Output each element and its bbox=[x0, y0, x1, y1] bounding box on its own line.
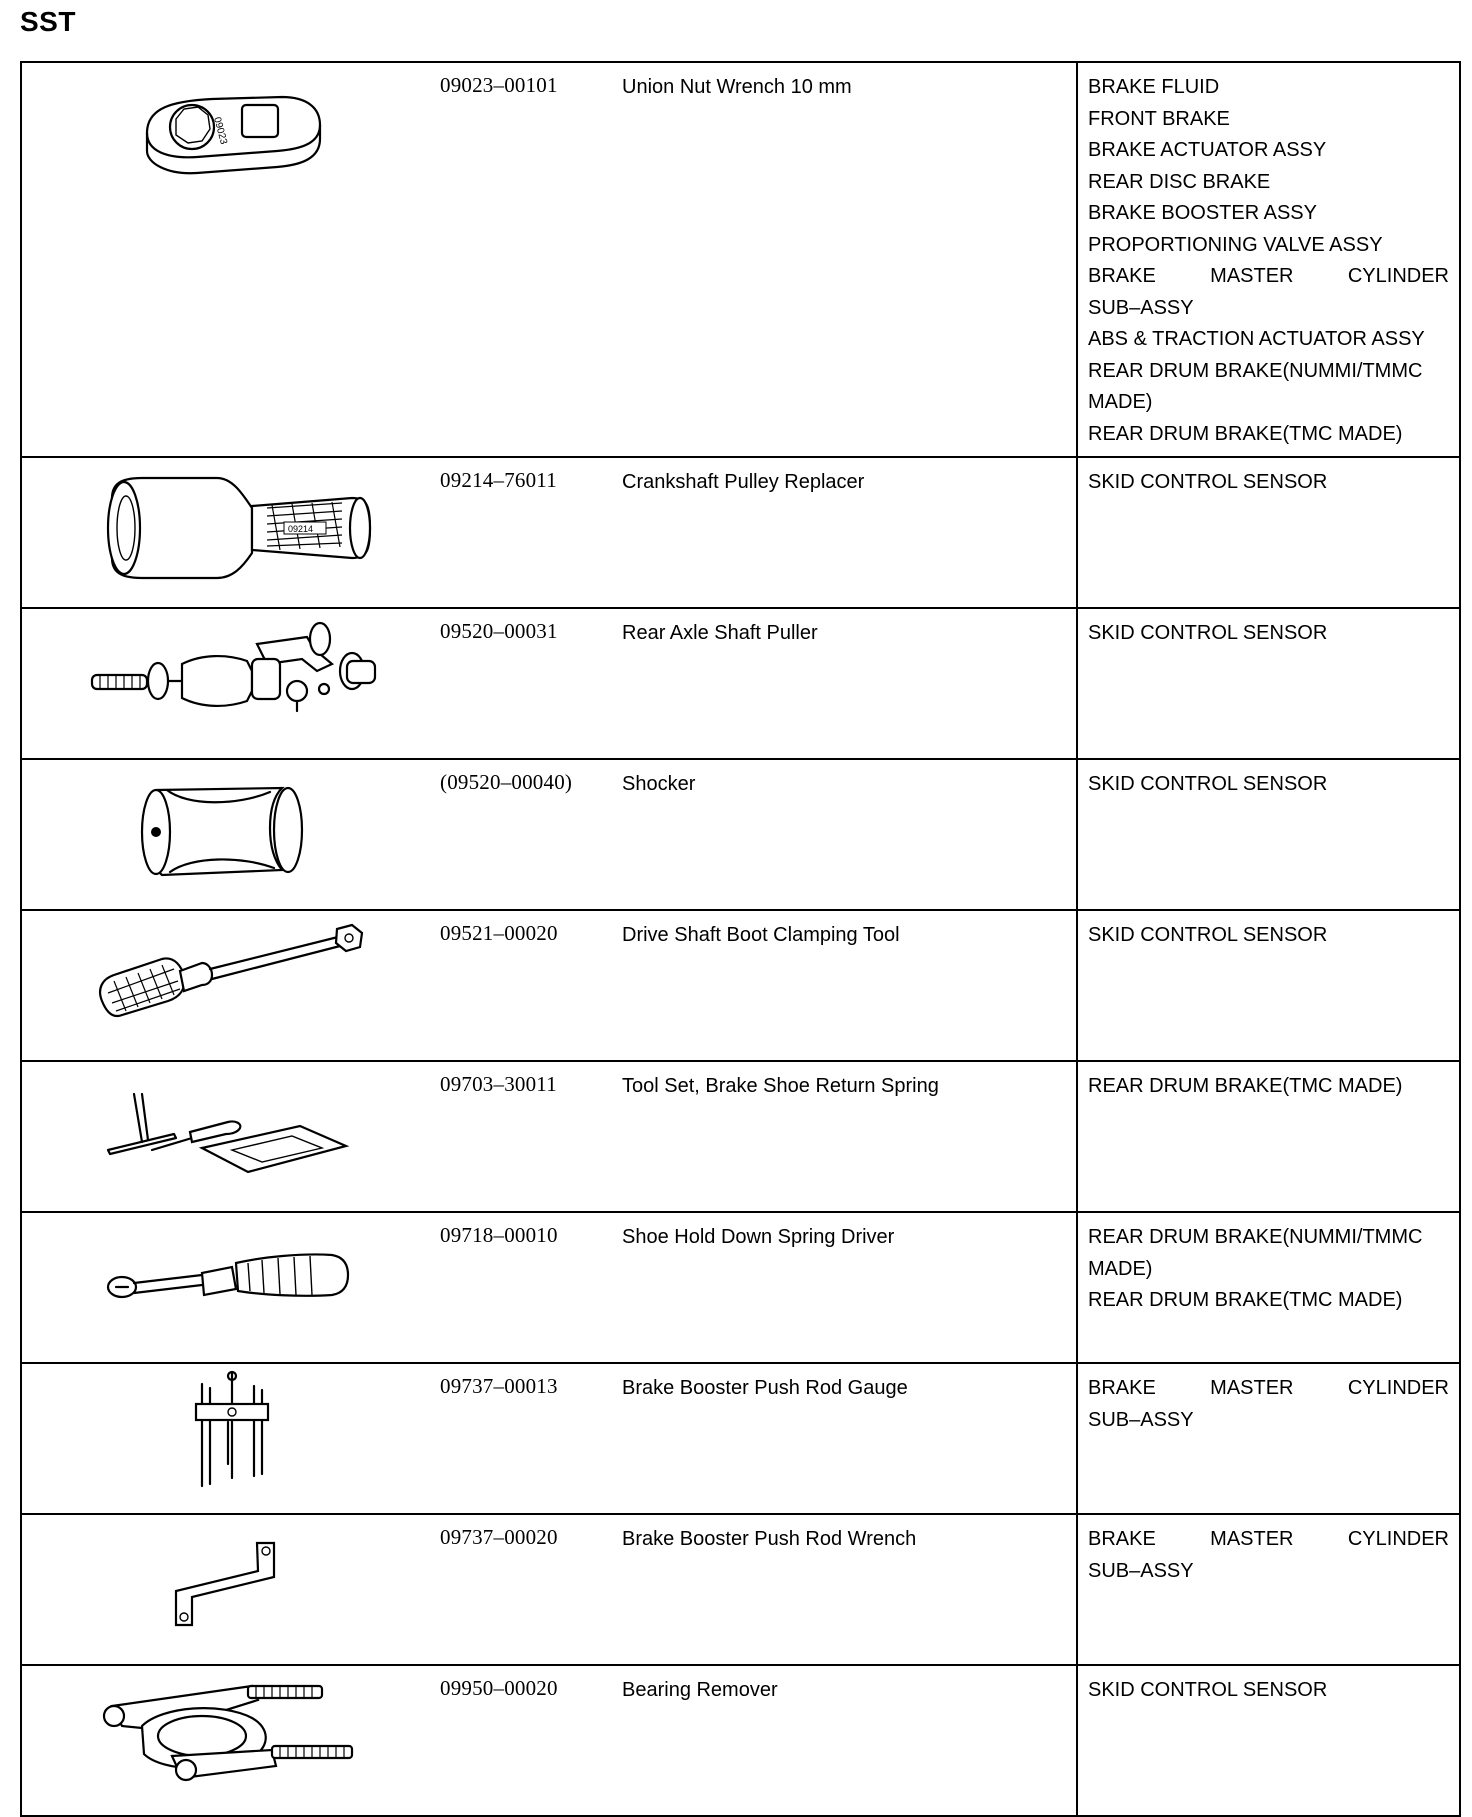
shocker-icon bbox=[52, 760, 422, 909]
use-cell bbox=[1077, 910, 1460, 1061]
use-item: SKID CONTROL SENSOR bbox=[1088, 471, 1328, 493]
use-item: SKID CONTROL SENSOR bbox=[1088, 622, 1328, 644]
part-number: 09950–00020 bbox=[440, 1676, 558, 1700]
table-row bbox=[21, 1363, 1460, 1514]
crankshaft-pulley-replacer-icon bbox=[52, 458, 422, 607]
use-cell bbox=[1077, 759, 1460, 910]
use-item: SKID CONTROL SENSOR bbox=[1088, 1679, 1328, 1701]
use-item: REAR DRUM BRAKE(TMC MADE) bbox=[1088, 422, 1403, 445]
use-cell bbox=[1077, 457, 1460, 608]
use-item: FRONT BRAKE bbox=[1088, 107, 1230, 130]
use-item: SUB–ASSY bbox=[1088, 1559, 1194, 1582]
part-number: 09521–00020 bbox=[440, 921, 558, 945]
use-cell bbox=[1077, 608, 1460, 759]
part-name: Brake Booster Push Rod Gauge bbox=[622, 1377, 908, 1399]
brake-booster-push-rod-gauge-icon bbox=[52, 1364, 422, 1513]
part-number: 09737–00020 bbox=[440, 1525, 558, 1549]
table-row bbox=[21, 759, 1460, 910]
table-row bbox=[21, 1061, 1460, 1212]
part-number: 09737–00013 bbox=[440, 1374, 558, 1398]
use-item: SUB–ASSY bbox=[1088, 1408, 1194, 1431]
use-item: SKID CONTROL SENSOR bbox=[1088, 924, 1328, 946]
part-name: Tool Set, Brake Shoe Return Spring bbox=[622, 1075, 939, 1097]
table-row bbox=[21, 62, 1460, 457]
use-item: BRAKE MASTER CYLINDER bbox=[1088, 1377, 1449, 1399]
part-number: 09703–30011 bbox=[440, 1072, 557, 1096]
use-cell bbox=[1077, 62, 1460, 457]
use-cell bbox=[1077, 1363, 1460, 1514]
part-number: 09718–00010 bbox=[440, 1223, 558, 1247]
table-row bbox=[21, 910, 1460, 1061]
use-item: REAR DRUM BRAKE(NUMMI/TMMC bbox=[1088, 1226, 1423, 1248]
use-item: SUB–ASSY bbox=[1088, 296, 1194, 319]
use-cell bbox=[1077, 1514, 1460, 1665]
part-name: Drive Shaft Boot Clamping Tool bbox=[622, 924, 900, 946]
table-row bbox=[21, 1212, 1460, 1363]
part-number: 09023–00101 bbox=[440, 73, 558, 97]
page-title: SST bbox=[20, 6, 76, 37]
use-item: REAR DISC BRAKE bbox=[1088, 170, 1271, 193]
use-item: SKID CONTROL SENSOR bbox=[1088, 773, 1328, 795]
use-item: REAR DRUM BRAKE(TMC MADE) bbox=[1088, 1289, 1403, 1311]
table-row bbox=[21, 1665, 1460, 1816]
part-name: Crankshaft Pulley Replacer bbox=[622, 471, 865, 493]
svg-text:09023: 09023 bbox=[211, 115, 229, 146]
sst-table bbox=[20, 61, 1461, 1817]
part-name: Shoe Hold Down Spring Driver bbox=[622, 1226, 895, 1248]
use-item: BRAKE BOOSTER ASSY bbox=[1088, 202, 1317, 224]
brake-booster-push-rod-wrench-icon bbox=[52, 1515, 422, 1664]
bearing-remover-icon bbox=[52, 1666, 422, 1815]
use-item: MADE) bbox=[1088, 391, 1153, 413]
brake-shoe-return-spring-tool-set-icon bbox=[52, 1062, 422, 1211]
union-nut-wrench-icon bbox=[52, 63, 422, 456]
shoe-hold-down-spring-driver-icon bbox=[52, 1213, 422, 1362]
part-name: Bearing Remover bbox=[622, 1679, 778, 1701]
svg-text:09214: 09214 bbox=[288, 524, 314, 534]
use-item: BRAKE MASTER CYLINDER bbox=[1088, 265, 1449, 287]
part-number: (09520–00040) bbox=[440, 770, 573, 794]
use-item: REAR DRUM BRAKE(TMC MADE) bbox=[1088, 1075, 1403, 1097]
part-name: Brake Booster Push Rod Wrench bbox=[622, 1528, 917, 1550]
table-row bbox=[21, 1514, 1460, 1665]
part-number: 09214–76011 bbox=[440, 468, 557, 492]
use-cell bbox=[1077, 1061, 1460, 1212]
use-item: ABS & TRACTION ACTUATOR ASSY bbox=[1088, 328, 1425, 350]
use-item: BRAKE FLUID bbox=[1088, 76, 1220, 98]
part-number: 09520–00031 bbox=[440, 619, 558, 643]
use-cell bbox=[1077, 1212, 1460, 1363]
use-item: PROPORTIONING VALVE ASSY bbox=[1088, 233, 1383, 256]
drive-shaft-boot-clamping-tool-icon bbox=[52, 911, 422, 1060]
table-row bbox=[21, 608, 1460, 759]
rear-axle-shaft-puller-icon bbox=[52, 609, 422, 758]
use-item: BRAKE MASTER CYLINDER bbox=[1088, 1528, 1449, 1550]
use-item: MADE) bbox=[1088, 1257, 1153, 1280]
part-name: Union Nut Wrench 10 mm bbox=[622, 76, 852, 98]
part-name: Rear Axle Shaft Puller bbox=[622, 622, 818, 644]
use-item: REAR DRUM BRAKE(NUMMI/TMMC bbox=[1088, 359, 1423, 382]
use-item: BRAKE ACTUATOR ASSY bbox=[1088, 139, 1327, 161]
part-name: Shocker bbox=[622, 773, 696, 795]
use-cell bbox=[1077, 1665, 1460, 1816]
table-row bbox=[21, 457, 1460, 608]
